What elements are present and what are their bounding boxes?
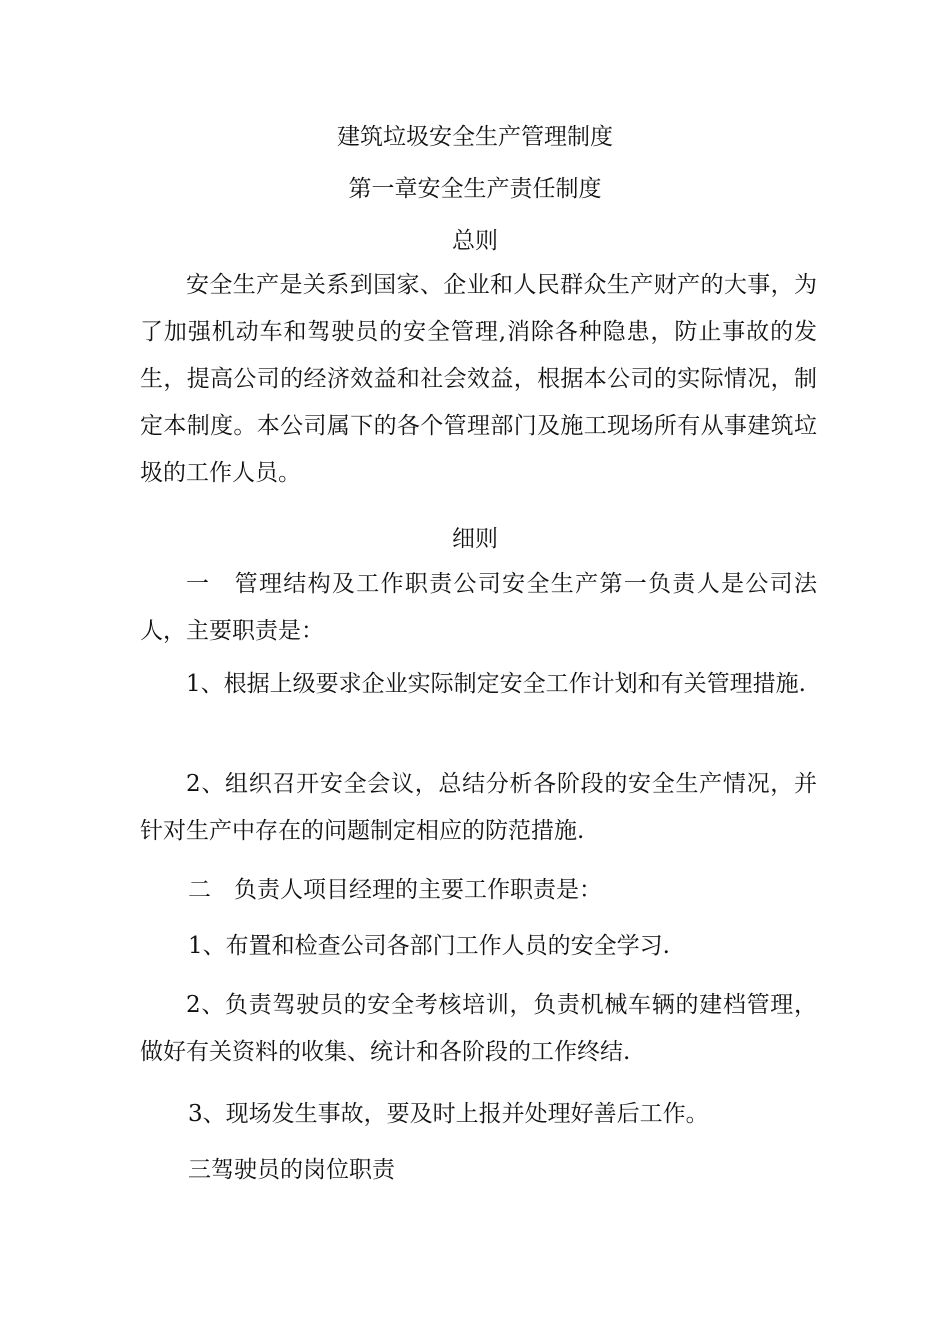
item1-sub2-paragraph: 2、组织召开安全会议，总结分析各阶段的安全生产情况，并针对生产中存在的问题制定相应的防范措施. — [140, 771, 817, 844]
item3-heading: 三驾驶员的岗位职责 — [188, 1157, 395, 1183]
item2-sub1-paragraph: 1、布置和检查公司各部门工作人员的安全学习. — [188, 933, 670, 959]
item2-heading: 二 负责人项目经理的主要工作职责是： — [188, 877, 602, 903]
item2-sub2-paragraph: 2、负责驾驶员的安全考核培训，负责机械车辆的建档管理，做好有关资料的收集、统计和各阶段的工作终结. — [140, 992, 817, 1065]
item1-sub1-paragraph: 1、根据上级要求企业实际制定安全工作计划和有关管理措施. — [186, 671, 806, 697]
item2-sub3-paragraph: 3、现场发生事故，要及时上报并处理好善后工作。 — [188, 1101, 709, 1127]
general-paragraph: 安全生产是关系到国家、企业和人民群众生产财产的大事，为了加强机动车和驾驶员的安全管理,消除各种隐患，防止事故的发生，提高公司的经济效益和社会效益，根据本公司的实际情况，制定本制度。本公司属下的各个管理部门及施工现场所有从事建筑垃圾的工作人员。 — [140, 272, 817, 486]
item1-paragraph: 一 管理结构及工作职责公司安全生产第一负责人是公司法人，主要职责是： — [140, 571, 817, 644]
document-title: 建筑垃圾安全生产管理制度 — [337, 124, 613, 150]
section-heading-general: 总则 — [452, 228, 498, 254]
chapter-heading: 第一章安全生产责任制度 — [348, 176, 602, 202]
section-heading-detail: 细则 — [452, 526, 498, 552]
